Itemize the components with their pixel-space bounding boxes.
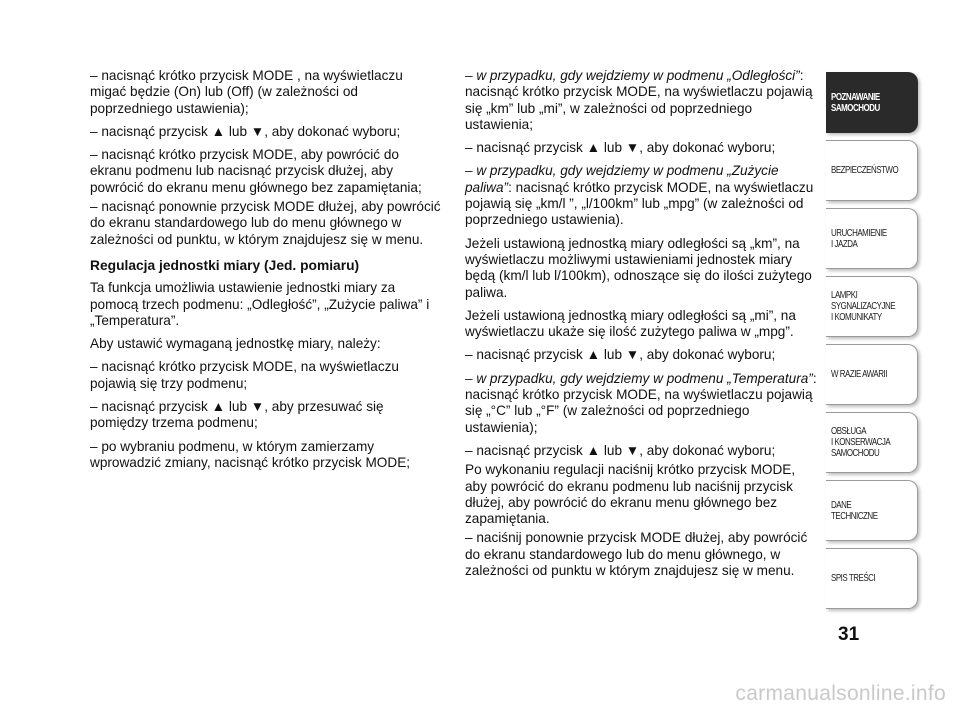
instruction-text xyxy=(465,163,817,228)
chapter-tabs xyxy=(826,72,918,616)
tab-lampki-sygnalizacyjne[interactable] xyxy=(826,276,918,337)
paragraph: Po wykonaniu regulacji naciśnij krótko przycisk MODE, aby powrócić do ekranu podmenu lub naciśnij przycisk dłużej, aby powrócić do ekranu menu głównego bez zapamiętania. xyxy=(465,462,796,527)
section-heading: Regulacja jednostki miary (Jed. pomiaru) xyxy=(90,257,360,273)
tab-label: SPIS TREŚCI xyxy=(831,573,876,584)
left-column xyxy=(90,68,442,478)
watermark: carmanualsonline.info xyxy=(735,682,946,705)
tab-label: LAMPKI SYGNALIZACYJNE I KOMUNIKATY xyxy=(831,290,896,323)
instruction-rest: : nacisnąć krótko przycisk MODE, na wyświetlaczu pojawią się „°C” lub „°F” (w zależności od poprzedniego ustawienia); xyxy=(465,370,817,435)
instruction-text: – nacisnąć krótko przycisk MODE , na wyświetlaczu migać będzie (On) lub (Off) (w zależności od poprzedniego ustawienia); xyxy=(90,68,403,116)
tab-bezpieczenstwo[interactable] xyxy=(826,140,918,201)
instruction-text xyxy=(465,68,817,133)
instruction-text: – nacisnąć przycisk ▲ lub ▼, aby dokonać wyboru; xyxy=(465,140,776,156)
tab-uruchamienie-i-jazda[interactable] xyxy=(826,208,918,269)
tab-label: URUCHAMIENIE I JAZDA xyxy=(831,227,887,250)
italic-lead: – w przypadku, gdy wejdziemy w podmenu „Odległości” xyxy=(465,68,800,83)
instruction-text: – nacisnąć przycisk ▲ lub ▼, aby przesuwać się pomiędzy trzema podmenu; xyxy=(90,399,384,431)
paragraph: Aby ustawić wymaganą jednostkę miary, należy: xyxy=(90,336,381,352)
instruction-text: – nacisnąć krótko przycisk MODE, na wyświetlaczu pojawią się trzy podmenu; xyxy=(90,359,399,391)
instruction-text: – nacisnąć przycisk ▲ lub ▼, aby dokonać wyboru; xyxy=(90,123,401,139)
tab-poznawanie-samochodu[interactable] xyxy=(826,72,918,133)
tab-label: DANE TECHNICZNE xyxy=(831,499,878,522)
paragraph: Ta funkcja umożliwia ustawienie jednostki miary za pomocą trzech podmenu: „Odległość”, „Zużycie paliwa” i „Temperatura”. xyxy=(90,280,430,328)
right-column xyxy=(465,68,817,586)
tab-dane-techniczne[interactable] xyxy=(826,480,918,541)
instruction-text: – nacisnąć krótko przycisk MODE, aby powrócić do ekranu podmenu lub nacisnąć przycisk dłużej, aby powrócić do ekranu menu głównego bez zapamiętania; xyxy=(90,147,422,195)
instruction-text: – nacisnąć ponownie przycisk MODE dłużej, aby powrócić do ekranu standardowego lub do menu głównego w zależności od punktu, w którym znajdujesz się w menu. xyxy=(90,199,441,247)
instruction-text xyxy=(465,371,817,436)
italic-lead: – w przypadku, gdy wejdziemy w podmenu „Zużycie paliwa” xyxy=(465,163,779,195)
page-number: 31 xyxy=(838,624,860,645)
paragraph: Jeżeli ustawioną jednostką miary odległości są „km”, na wyświetlaczu możliwymi ustawieniami jednostek miary będą (km/l lub l/100km), odnoszące się do ilości zużytego paliwa. xyxy=(465,235,812,300)
instruction-text: – po wybraniu podmenu, w którym zamierzamy wprowadzić zmiany, nacisnąć krótko przycisk MODE; xyxy=(90,438,411,470)
instruction-rest: : nacisnąć krótko przycisk MODE, na wyświetlaczu pojawią się „km/l ”, „l/100km” lub „mpg” (w zależności od poprzedniego ustawienia). xyxy=(465,179,814,228)
tab-spis-tresci[interactable] xyxy=(826,548,918,609)
tab-w-razie-awarii[interactable] xyxy=(826,344,918,405)
instruction-text: – nacisnąć przycisk ▲ lub ▼, aby dokonać wyboru; xyxy=(465,442,776,458)
tab-label: POZNAWANIE SAMOCHODU xyxy=(831,91,880,114)
tab-label: OBSŁUGA I KONSERWACJA SAMOCHODU xyxy=(831,426,891,459)
instruction-text: – naciśnij ponownie przycisk MODE dłużej, aby powrócić do ekranu standardowego lub do menu głównego, w zależności od punktu w którym znajdujesz się w menu. xyxy=(465,530,808,579)
tab-obsluga-i-konserwacja[interactable] xyxy=(826,412,918,473)
tab-label: BEZPIECZEŃSTWO xyxy=(831,165,899,176)
paragraph: Jeżeli ustawioną jednostką miary odległości są „mi”, na wyświetlaczu ukaże się ilość zużytego paliwa w „mpg”. xyxy=(465,307,796,340)
instruction-text: – nacisnąć przycisk ▲ lub ▼, aby dokonać wyboru; xyxy=(465,347,776,363)
tab-label: W RAZIE AWARII xyxy=(831,369,887,380)
instruction-rest: : nacisnąć krótko przycisk MODE, na wyświetlaczu pojawią się „km” lub „mi”, w zależności od poprzedniego ustawienia; xyxy=(465,68,813,132)
italic-lead: – w przypadku, gdy wejdziemy w podmenu „Temperatura” xyxy=(465,370,813,386)
